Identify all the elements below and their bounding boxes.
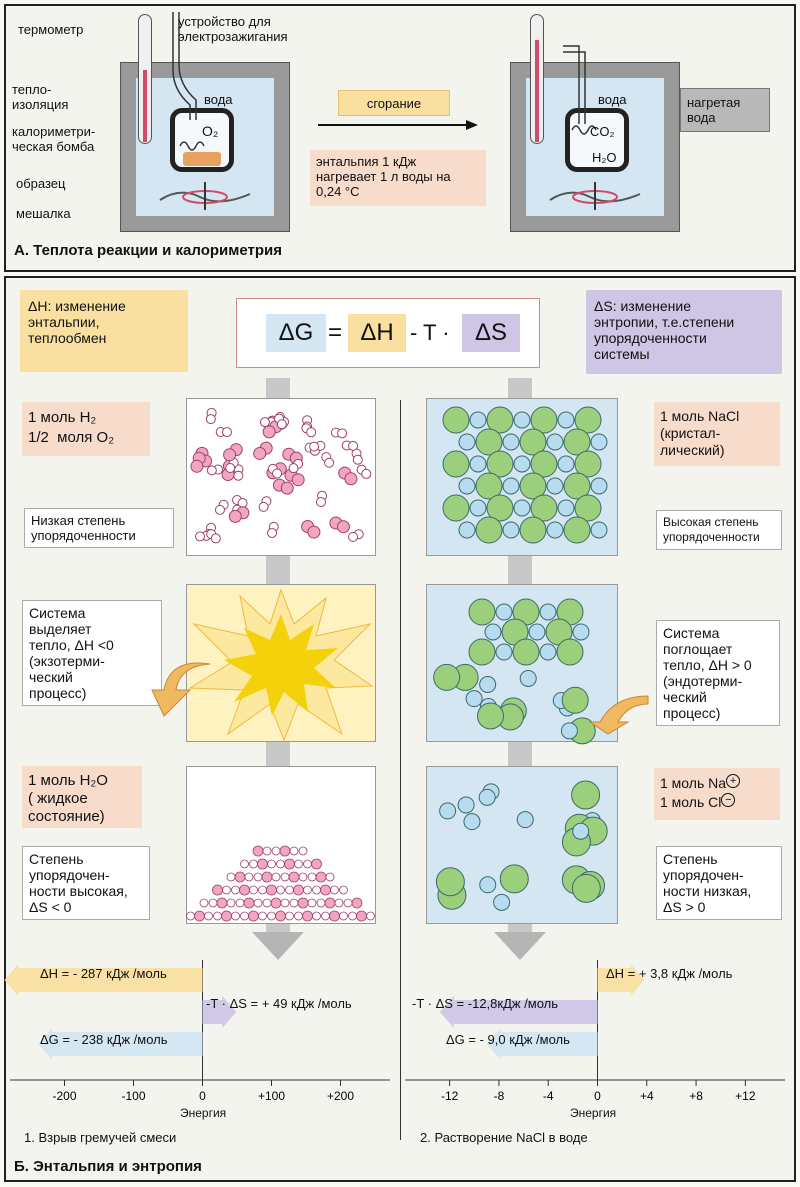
gas-molecule-atom	[289, 464, 298, 473]
water-molecule-atom	[272, 847, 280, 855]
igniter-label: устройство для электрозажигания	[178, 14, 288, 44]
subtitle-1: 1. Взрыв гремучей смеси	[24, 1130, 177, 1145]
h2o-label: H₂O	[592, 150, 617, 165]
left-high-order-note: Степень упорядочен- ности высокая, ΔS < 0	[22, 846, 150, 920]
water-molecule-atom	[205, 912, 213, 920]
water-molecule-atom	[313, 886, 321, 894]
water-molecule-atom	[308, 899, 316, 907]
gas-molecule-atom	[308, 526, 320, 538]
explosion-burst-icon	[186, 584, 376, 742]
water-molecule-atom	[304, 860, 312, 868]
water-molecule-atom	[249, 911, 259, 921]
right-energy-tick-label: +12	[735, 1089, 756, 1103]
cl-ion	[564, 517, 590, 543]
cl-ion	[520, 517, 546, 543]
na-ion	[459, 522, 475, 538]
cl-ion	[443, 495, 469, 521]
gas-molecule-atom	[292, 474, 304, 486]
water-molecule-atom	[290, 847, 298, 855]
gas-molecules	[186, 398, 376, 556]
eq-minus-t: - T ·	[410, 320, 450, 345]
water-molecule-atom	[304, 886, 312, 894]
water-molecule-atom	[299, 847, 307, 855]
gas-molecule-atom	[337, 521, 349, 533]
left-product: 1 моль H₂O ( жидкое состояние)	[22, 766, 142, 828]
enthalpy-note: энтальпия 1 кДж нагревает 1 л воды на 0,24 °C	[310, 150, 486, 206]
na-ion	[496, 644, 512, 660]
water-molecule-atom	[209, 899, 217, 907]
water-molecule-atom	[236, 899, 244, 907]
gas-molecule-atom	[349, 441, 358, 450]
water-molecule-atom	[272, 873, 280, 881]
stirrer-right-icon	[540, 182, 650, 212]
water-molecule-atom	[326, 873, 334, 881]
gas-molecule-atom	[362, 469, 371, 478]
panel-b-caption: Б. Энтальпия и энтропия	[14, 1158, 202, 1175]
nacl-crystal-lattice	[426, 398, 618, 556]
igniter-coil-left-icon	[178, 136, 208, 156]
water-molecule-atom	[253, 846, 263, 856]
water-right-label: вода	[598, 92, 627, 107]
thermometer-left-fluid	[143, 70, 147, 142]
gas-molecule-atom	[316, 498, 325, 507]
water-molecule-atom	[352, 898, 362, 908]
na-ion	[494, 894, 510, 910]
gas-molecule-atom	[338, 429, 347, 438]
na-ion	[558, 456, 574, 472]
water-molecule-atom	[259, 912, 267, 920]
cl-ion	[443, 407, 469, 433]
right-high-order-note: Высокая степень упорядоченности	[656, 510, 782, 550]
left-low-order-note: Низкая степень упорядоченности	[24, 508, 174, 548]
water-molecule-atom	[290, 899, 298, 907]
na-ion	[517, 812, 533, 828]
water-molecule-atom	[268, 912, 276, 920]
heat-absorb-arrow-icon	[588, 694, 650, 734]
na-ion	[573, 823, 589, 839]
combustion-arrow-icon	[318, 118, 478, 132]
left-tds-label: -T · ΔS = + 49 кДж /моль	[206, 996, 352, 1011]
cl-ion	[500, 865, 528, 893]
water-molecule-atom	[258, 859, 268, 869]
na-ion	[470, 500, 486, 516]
water-molecule-atom	[214, 912, 222, 920]
na-ion	[540, 604, 556, 620]
water-left-label: вода	[204, 92, 233, 107]
water-molecule-atom	[322, 912, 330, 920]
na-ion	[514, 456, 530, 472]
water-molecule-atom	[281, 873, 289, 881]
water-molecule-atom	[235, 872, 245, 882]
gas-molecule-atom	[281, 482, 293, 494]
na-ion	[503, 434, 519, 450]
right-energy-tick-label: +8	[689, 1089, 703, 1103]
water-molecule-atom	[281, 899, 289, 907]
cl-ion	[572, 781, 600, 809]
nacl-solution-ions	[426, 766, 618, 924]
dh-description: ΔH: изменение энтальпии, теплообмен	[20, 290, 188, 372]
gas-molecule-atom	[325, 458, 334, 467]
water-molecule-atom	[317, 899, 325, 907]
water-molecule-atom	[217, 898, 227, 908]
gas-molecule-atom	[268, 528, 277, 537]
thermometer-label: термометр	[18, 22, 84, 37]
left-energy-tick-label: +100	[257, 1089, 286, 1103]
water-molecule-atom	[254, 899, 262, 907]
gas-molecule-atom	[273, 469, 282, 478]
water-molecule-atom	[303, 911, 313, 921]
cl-ion	[476, 517, 502, 543]
cl-ion	[469, 639, 495, 665]
gas-molecule-atom	[277, 420, 286, 429]
gas-molecule-atom	[259, 502, 268, 511]
water-molecule-atom	[330, 911, 340, 921]
right-ions-cl-label: 1 моль Cl	[660, 794, 722, 810]
left-dg-label: ΔG = - 238 кДж /моль	[40, 1032, 168, 1047]
na-ion	[480, 676, 496, 692]
co2-label: CO₂	[590, 124, 615, 139]
left-energy-tick-label: -100	[121, 1089, 146, 1103]
cl-ion	[469, 599, 495, 625]
bomb-label: калориметри- ческая бомба	[12, 124, 96, 154]
na-ion	[459, 478, 475, 494]
gas-molecule-atom	[226, 463, 235, 472]
water-molecule-atom	[286, 912, 294, 920]
left-energy-tick-label: +200	[326, 1089, 355, 1103]
gas-molecule-atom	[310, 442, 319, 451]
right-reactant: 1 моль NaCl (кристал- лический)	[654, 402, 780, 466]
na-ion	[503, 478, 519, 494]
na-ion	[514, 412, 530, 428]
water-molecule-atom	[294, 885, 304, 895]
panel-a-caption: А. Теплота реакции и калориметрия	[14, 242, 282, 259]
na-ion	[458, 797, 474, 813]
gas-molecule-atom	[191, 460, 203, 472]
water-molecule-atom	[250, 886, 258, 894]
right-dh-label: ΔH = + 3,8 кДж /моль	[606, 966, 733, 981]
eq-dg: ΔG	[266, 314, 326, 352]
water-molecule-atom	[250, 860, 258, 868]
na-ion	[561, 723, 577, 739]
na-ion	[480, 877, 496, 893]
cl-ion	[513, 639, 539, 665]
water-molecule-atom	[277, 860, 285, 868]
water-molecule-atom	[340, 912, 348, 920]
right-dg-label: ΔG = - 9,0 кДж /моль	[446, 1032, 570, 1047]
na-ion	[547, 478, 563, 494]
water-molecule-atom	[299, 873, 307, 881]
water-molecule-atom	[268, 860, 276, 868]
thermometer-right-fluid	[535, 40, 539, 142]
na-ion	[529, 624, 545, 640]
water-molecule-atom	[223, 886, 231, 894]
cl-charge: −	[721, 793, 735, 807]
water-molecule-atom	[285, 859, 295, 869]
gas-molecule-atom	[211, 534, 220, 543]
water-molecule-atom	[244, 898, 254, 908]
water-molecule-atom	[286, 886, 294, 894]
gas-molecule-atom	[224, 449, 236, 461]
insulation-label: тепло- изоляция	[12, 82, 69, 112]
water-molecule-atom	[308, 873, 316, 881]
water-molecule-atom	[295, 860, 303, 868]
cl-ion	[477, 703, 503, 729]
water-molecule-atom	[227, 899, 235, 907]
na-ion	[514, 500, 530, 516]
water-molecule-atom	[335, 899, 343, 907]
right-energy-tick-label: 0	[594, 1089, 601, 1103]
combustion-label: сгорание	[338, 90, 450, 116]
water-molecule-atom	[195, 911, 205, 921]
na-ion	[464, 814, 480, 830]
water-molecule-atom	[340, 886, 348, 894]
cl-ion	[562, 687, 588, 713]
water-molecule-atom	[271, 898, 281, 908]
water-molecule-atom	[289, 872, 299, 882]
water-molecule-atom	[298, 898, 308, 908]
o2-label: O₂	[202, 123, 219, 139]
right-energy-tick-label: +4	[639, 1089, 654, 1103]
water-molecule-atom	[357, 911, 367, 921]
liquid-molecules	[186, 766, 376, 924]
gas-molecule-atom	[234, 471, 243, 480]
water-molecule-atom	[367, 912, 375, 920]
gas-molecule-atom	[196, 532, 205, 541]
water-molecule-atom	[263, 847, 271, 855]
ds-description: ΔS: изменение энтропии, т.е.степени упорядоченности системы	[586, 290, 782, 374]
na-charge: +	[726, 774, 740, 788]
left-energy-tick-label: 0	[199, 1089, 206, 1103]
water-molecule-atom	[213, 885, 223, 895]
water-molecule-atom	[241, 860, 249, 868]
axis-label-right: Энергия	[570, 1106, 617, 1120]
water-molecule-atom	[232, 912, 240, 920]
gas-molecule-atom	[222, 428, 231, 437]
stirrer-label: мешалка	[16, 206, 71, 221]
na-ion	[591, 434, 607, 450]
gas-molecule-atom	[207, 466, 216, 475]
gas-molecule-atom	[349, 532, 358, 541]
water-molecule-atom	[295, 912, 303, 920]
water-molecule-atom	[241, 912, 249, 920]
water-molecule-atom	[240, 885, 250, 895]
na-ion	[466, 691, 482, 707]
na-ion	[479, 789, 495, 805]
water-molecule-atom	[222, 911, 232, 921]
right-ions	[654, 768, 780, 820]
water-molecule-atom	[262, 872, 272, 882]
cl-ion	[436, 868, 464, 896]
water-molecule-atom	[321, 885, 331, 895]
heat-release-arrow-icon	[150, 660, 214, 718]
water-molecule-atom	[263, 899, 271, 907]
right-energy-tick-label: -12	[440, 1089, 459, 1103]
left-releases-note: Система выделяет тепло, ΔH <0 (экзотерми- ческий процесс)	[22, 600, 162, 706]
right-energy-tick-label: -8	[493, 1089, 505, 1103]
gas-molecule-atom	[260, 418, 269, 427]
water-molecule-atom	[277, 886, 285, 894]
water-molecule-atom	[267, 885, 277, 895]
eq-dh: ΔH	[348, 314, 406, 352]
na-ion	[520, 670, 536, 686]
subtitle-2: 2. Растворение NaCl в воде	[420, 1130, 588, 1145]
eq-equals: =	[328, 319, 343, 346]
water-molecule-atom	[316, 872, 326, 882]
gas-molecule-atom	[345, 473, 357, 485]
gas-molecule-atom	[307, 428, 316, 437]
igniter-wire-right	[555, 44, 595, 124]
cl-ion	[572, 874, 600, 902]
water-molecule-atom	[349, 912, 357, 920]
water-molecule-atom	[280, 846, 290, 856]
water-molecule-atom	[187, 912, 195, 920]
cl-ion	[557, 639, 583, 665]
cl-ion	[434, 664, 460, 690]
gas-molecule-atom	[254, 447, 266, 459]
gas-molecule-atom	[215, 505, 224, 514]
water-molecule-atom	[313, 912, 321, 920]
water-molecule-atom	[312, 859, 322, 869]
gas-molecule-atom	[229, 510, 241, 522]
na-ion	[496, 604, 512, 620]
na-ion	[547, 522, 563, 538]
right-energy-tick-label: -4	[542, 1089, 554, 1103]
na-ion	[503, 522, 519, 538]
right-tds-label: -T · ΔS = -12,8кДж /моль	[412, 996, 559, 1011]
cl-ion	[443, 451, 469, 477]
water-molecule-atom	[227, 873, 235, 881]
na-ion	[485, 624, 501, 640]
water-molecule-atom	[259, 886, 267, 894]
na-ion	[573, 624, 589, 640]
axis-label-left: Энергия	[180, 1106, 227, 1120]
na-ion	[459, 434, 475, 450]
gas-molecule-atom	[206, 415, 215, 424]
na-ion	[558, 500, 574, 516]
left-dh-label: ΔH = - 287 кДж /моль	[40, 966, 167, 981]
water-molecule-atom	[331, 886, 339, 894]
water-molecule-atom	[200, 899, 208, 907]
water-molecule-atom	[254, 873, 262, 881]
na-ion	[470, 412, 486, 428]
sample-label: образец	[16, 176, 66, 191]
na-ion	[470, 456, 486, 472]
right-absorbs-note: Система поглощает тепло, ΔH > 0 (эндотерми- ческий процесс)	[656, 620, 780, 726]
gas-molecule-atom	[263, 426, 275, 438]
na-ion	[558, 412, 574, 428]
na-ion	[540, 644, 556, 660]
water-molecule-atom	[276, 911, 286, 921]
right-ions-na-label: 1 моль Na	[660, 775, 727, 791]
left-energy-tick-label: -200	[52, 1089, 77, 1103]
na-ion	[440, 803, 456, 819]
stirrer-left-icon	[150, 182, 260, 212]
left-reactants: 1 моль H₂ 1/2 моля O₂	[22, 402, 150, 456]
center-divider	[400, 400, 401, 1140]
water-molecule-atom	[245, 873, 253, 881]
eq-ds: ΔS	[462, 314, 520, 352]
heated-water-label: нагретая вода	[680, 88, 770, 132]
gas-molecule-atom	[353, 455, 362, 464]
na-ion	[547, 434, 563, 450]
na-ion	[591, 522, 607, 538]
water-molecule-atom	[344, 899, 352, 907]
water-molecule-atom	[325, 898, 335, 908]
right-low-order-note: Степень упорядочен- ности низкая, ΔS > 0	[656, 846, 782, 920]
water-molecule-atom	[232, 886, 240, 894]
na-ion	[591, 478, 607, 494]
